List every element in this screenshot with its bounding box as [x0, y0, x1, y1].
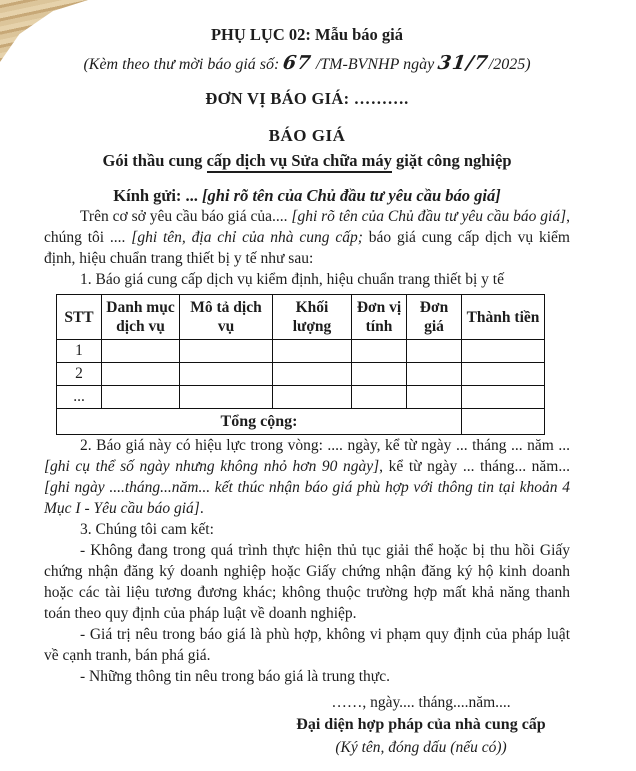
empty-cell: [352, 363, 407, 386]
table-header-row: [57, 295, 545, 340]
section2-run5: .: [199, 500, 204, 517]
col-header-stt: STT: [57, 295, 102, 340]
commitment-bullet-1: - Không đang trong quá trình thực hiện thủ tục giải thể hoặc bị thu hồi Giấy chứng nhận đăng ký doanh nghiệp hoặc Giấy chứng nhận đăng ký hộ kinh doanh hoặc các tài liệu tương đương khác; không thuộc trường hợp mất khả năng thanh toán theo quy định của pháp luật về doanh nghiệp.: [44, 542, 570, 622]
package-suffix: giặt công nghiệp: [391, 151, 512, 170]
section2-run1: 2. Báo giá này có hiệu lực trong vòng: .... ngày, kể từ ngày ... tháng ... năm ...: [80, 437, 570, 454]
intro-run5: báo giá cung cấp dịch vụ kiểm định, hiệu chuẩn trang thiết bị y tế như sau:: [44, 229, 570, 267]
section2-run2-placeholder: [ghi cụ thể số ngày nhưng không nhỏ hơn 90 ngày]: [44, 458, 380, 475]
empty-cell: [462, 386, 545, 409]
commitment-bullet-2: - Giá trị nêu trong báo giá là phù hợp, không vi phạm quy định của pháp luật về cạnh tranh, bán phá giá.: [44, 626, 570, 664]
empty-cell: [273, 363, 352, 386]
empty-cell: [407, 363, 462, 386]
appendix-title: PHỤ LỤC 02: Mẫu báo giá: [210, 25, 404, 44]
row2-stt: 2: [57, 363, 102, 386]
total-label-cell: Tổng cộng:: [57, 409, 462, 435]
col-header-danh-muc: Danh mục dịch vụ: [102, 295, 180, 340]
quotation-table-wrap: [56, 294, 570, 435]
ref-mid: /TM-BVNHP ngày: [311, 56, 439, 73]
package-prefix: Gói thầu cung: [102, 151, 207, 170]
handwritten-ref-number: 67: [281, 52, 314, 74]
section3-heading: 3. Chúng tôi cam kết:: [80, 521, 214, 538]
signature-block: [256, 692, 586, 759]
table-total-row: [57, 409, 545, 435]
salutation-placeholder: [ghi rõ tên của Chủ đầu tư yêu cầu báo giá]: [202, 186, 501, 205]
empty-cell: [180, 363, 273, 386]
signer-role: Đại diện hợp pháp của nhà cung cấp: [296, 716, 546, 733]
row1-stt: 1: [57, 340, 102, 363]
empty-cell: [407, 386, 462, 409]
col-header-thanh-tien: Thành tiền: [462, 295, 545, 340]
empty-cell: [462, 363, 545, 386]
section1-heading: 1. Báo giá cung cấp dịch vụ kiểm định, hiệu chuẩn trang thiết bị y tế: [80, 271, 504, 288]
intro-run2-placeholder: [ghi rõ tên của Chủ đầu tư yêu cầu báo giá]: [291, 208, 567, 225]
package-name-line: [44, 149, 570, 172]
handwritten-ref-date: 31/7: [436, 52, 491, 74]
quoting-unit-line: ĐƠN VỊ BÁO GIÁ: ……….: [205, 89, 409, 108]
quote-title: BÁO GIÁ: [268, 126, 346, 145]
empty-cell: [407, 340, 462, 363]
col-header-don-gia: Đơn giá: [407, 295, 462, 340]
empty-cell: [102, 340, 180, 363]
section2-paragraph: [44, 435, 570, 519]
intro-run1: Trên cơ sở yêu cầu báo giá của....: [80, 208, 292, 225]
empty-cell: [180, 340, 273, 363]
package-underlined-text: cấp dịch vụ Sửa chữa máy: [207, 151, 392, 173]
salutation-label: Kính gửi: ...: [113, 186, 203, 205]
empty-cell: [352, 386, 407, 409]
table-row-ellipsis: [57, 386, 545, 409]
empty-cell: [180, 386, 273, 409]
commitment-bullet-3: - Những thông tin nêu trong báo giá là trung thực.: [80, 668, 390, 685]
section2-run3: , kể từ ngày ... tháng... năm...: [379, 458, 570, 475]
intro-paragraph: [44, 206, 570, 269]
col-header-mo-ta: Mô tả dịch vụ: [180, 295, 273, 340]
col-header-khoi-luong: Khối lượng: [273, 295, 352, 340]
empty-cell: [273, 340, 352, 363]
total-amount-cell-empty: [462, 409, 545, 435]
table-row-1: [57, 340, 545, 363]
ref-suffix: /2025): [488, 56, 531, 73]
intro-run4-placeholder: [ghi tên, địa chỉ của nhà cung cấp;: [131, 229, 363, 246]
section2-run4-placeholder: [ghi ngày ....tháng...năm... kết thúc nhận báo giá phù hợp với thông tin tại khoản 4 Mục I - Yêu cầu báo giá]: [44, 479, 570, 517]
col-header-don-vi-tinh: Đơn vị tính: [352, 295, 407, 340]
signature-note: (Ký tên, đóng dấu (nếu có)): [335, 739, 507, 756]
signature-date-line: ……, ngày.... tháng....năm....: [331, 694, 511, 711]
salutation-line: [44, 186, 570, 206]
empty-cell: [273, 386, 352, 409]
empty-cell: [102, 363, 180, 386]
row3-stt: ...: [57, 386, 102, 409]
reference-line: [44, 50, 570, 78]
intro-run3: , chúng tôi ....: [44, 208, 571, 246]
quotation-table: [56, 294, 545, 435]
ref-prefix: (Kèm theo thư mời báo giá số:: [83, 56, 284, 73]
table-row-2: [57, 363, 545, 386]
empty-cell: [102, 386, 180, 409]
empty-cell: [352, 340, 407, 363]
empty-cell: [462, 340, 545, 363]
